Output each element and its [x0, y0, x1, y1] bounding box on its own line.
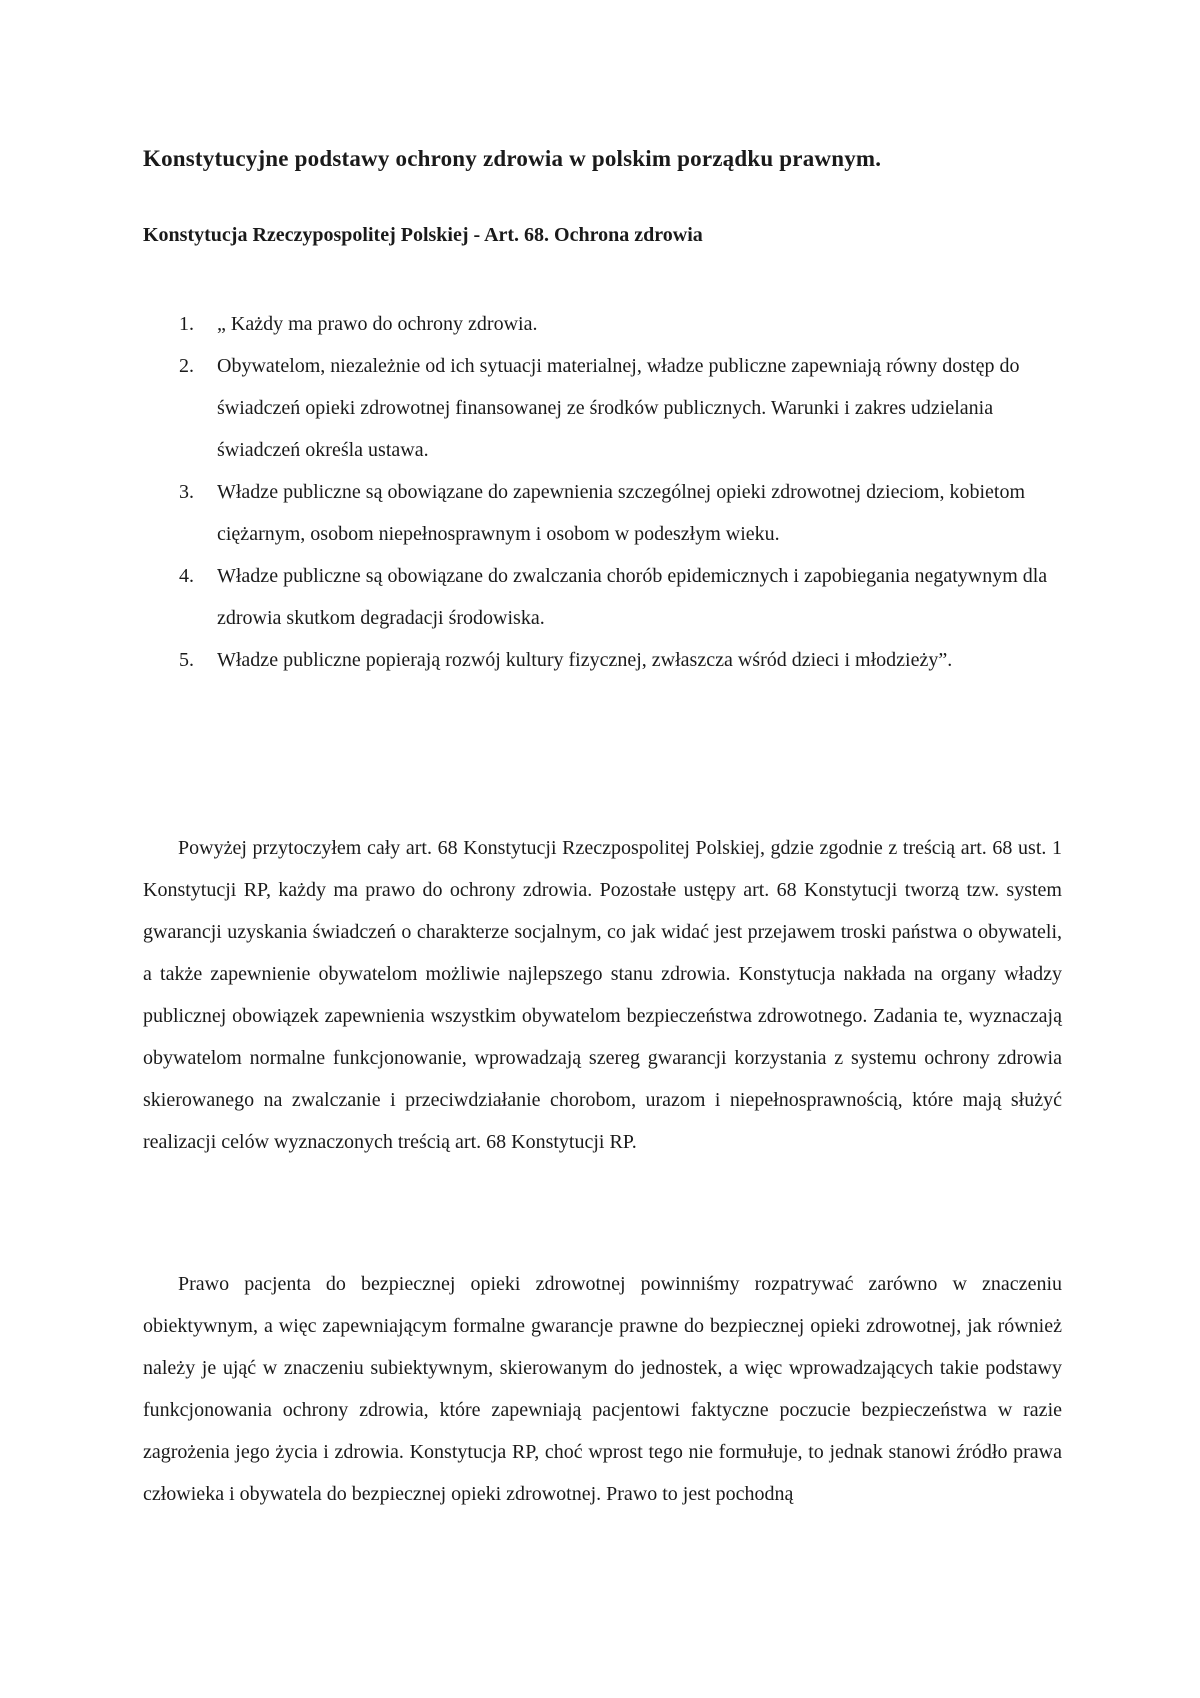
list-item-number: 1.	[179, 313, 194, 335]
body-paragraph: Powyżej przytoczyłem cały art. 68 Konstytucji Rzeczpospolitej Polskiej, gdzie zgodnie z treścią art. 68 ust. 1 Konstytucji RP, każdy ma prawo do ochrony zdrowia. Pozostałe ustępy art. 68 Konstytucji tworzą tzw. system gwarancji uzyskania świadczeń o charakterze socjalnym, co jak widać jest przejawem troski państwa o obywateli, a także zapewnienie obywatelom możliwie najlepszego stanu zdrowia. Konstytucja nakłada na organy władzy publicznej obowiązek zapewnienia wszystkim obywatelom bezpieczeństwa zdrowotnego. Zadania te, wyznaczają obywatelom normalne funkcjonowanie, wprowadzają szereg gwarancji korzystania z systemu ochrony zdrowia skierowanego na zwalczanie i przeciwdziałanie chorobom, urazom i niepełnosprawnością, które mają służyć realizacji celów wyznaczonych treścią art. 68 Konstytucji RP.	[143, 837, 1062, 1153]
list-item-number: 3.	[179, 481, 194, 503]
list-item-text: Władze publiczne popierają rozwój kultury fizycznej, zwłaszcza wśród dzieci i młodzieży”.	[217, 649, 953, 671]
list-item	[143, 345, 1063, 471]
list-item-number: 4.	[179, 565, 194, 587]
list-item-text: Władze publiczne są obowiązane do zwalczania chorób epidemicznych i zapobiegania negatywnym dla zdrowia skutkom degradacji środowiska.	[217, 565, 1048, 629]
list-item	[143, 471, 1063, 555]
list-item-number: 2.	[179, 355, 194, 377]
list-item-text: „ Każdy ma prawo do ochrony zdrowia.	[217, 313, 538, 335]
list-item-number: 5.	[179, 649, 194, 671]
document-subtitle: Konstytucja Rzeczypospolitej Polskiej - Art. 68. Ochrona zdrowia	[143, 224, 703, 246]
body-paragraph: Prawo pacjenta do bezpiecznej opieki zdrowotnej powinniśmy rozpatrywać zarówno w znaczeniu obiektywnym, a więc zapewniającym formalne gwarancje prawne do bezpiecznej opieki zdrowotnej, jak również należy je ująć w znaczeniu subiektywnym, skierowanym do jednostek, a więc wprowadzających takie podstawy funkcjonowania ochrony zdrowia, które zapewniają pacjentowi faktyczne poczucie bezpieczeństwa w razie zagrożenia jego życia i zdrowia. Konstytucja RP, choć wprost tego nie formułuje, to jednak stanowi źródło prawa człowieka i obywatela do bezpiecznej opieki zdrowotnej. Prawo to jest pochodną	[143, 1273, 1062, 1505]
list-item	[143, 555, 1063, 639]
list-item	[143, 303, 1063, 345]
list-item	[143, 639, 1063, 681]
article-68-list	[143, 303, 1063, 681]
list-item-text: Obywatelom, niezależnie od ich sytuacji materialnej, władze publiczne zapewniają równy dostęp do świadczeń opieki zdrowotnej finansowanej ze środków publicznych. Warunki i zakres udzielania świadczeń określa ustawa.	[217, 355, 1020, 461]
document-title: Konstytucyjne podstawy ochrony zdrowia w polskim porządku prawnym.	[143, 146, 882, 171]
list-item-text: Władze publiczne są obowiązane do zapewnienia szczególnej opieki zdrowotnej dzieciom, kobietom ciężarnym, osobom niepełnosprawnym i osobom w podeszłym wieku.	[217, 481, 1026, 545]
